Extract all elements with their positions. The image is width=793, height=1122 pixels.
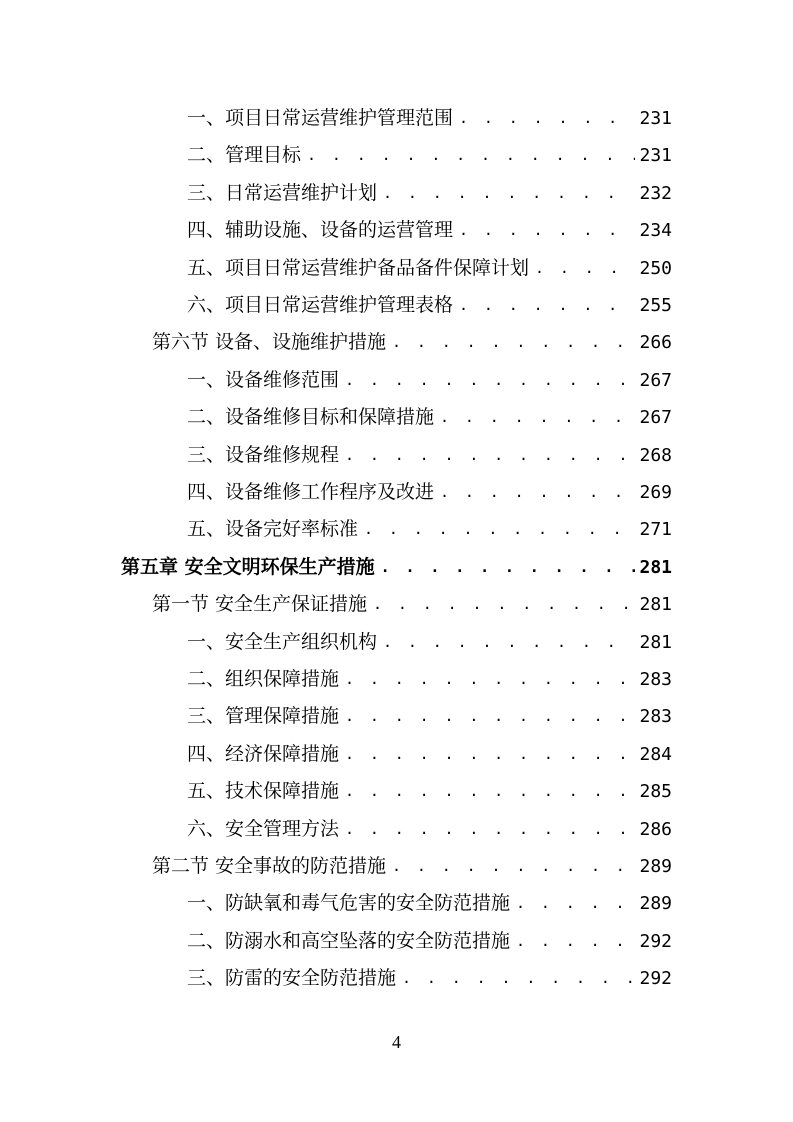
toc-entry-page-number: 269	[639, 482, 672, 503]
toc-entry-title: 一、防缺氧和毒气危害的安全防范措施	[187, 892, 511, 915]
toc-entry[interactable]	[187, 698, 672, 735]
toc-entry[interactable]	[187, 885, 672, 922]
toc-entry-page-number: 289	[639, 856, 672, 877]
dot-leader	[440, 399, 635, 436]
toc-entry-title: 二、组织保障措施	[187, 668, 340, 690]
toc-entry-title: 第一节 安全生产保证措施	[152, 593, 368, 616]
toc-entry-title: 三、设备维修规程	[187, 443, 340, 466]
toc-entry[interactable]	[187, 736, 672, 773]
toc-entry-page-number: 232	[639, 182, 672, 204]
toc-entry-page-number: 286	[639, 818, 672, 840]
toc-entry[interactable]	[187, 175, 672, 212]
toc-entry[interactable]	[187, 137, 672, 174]
dot-leader	[345, 362, 635, 399]
dot-leader	[345, 661, 635, 698]
toc-entry-page-number: 292	[639, 968, 672, 990]
dot-leader	[459, 212, 635, 249]
toc-entry-page-number: 281	[639, 594, 672, 616]
toc-entry-title: 三、日常运营维护计划	[187, 181, 378, 204]
toc-entry-title: 六、项目日常运营维护管理表格	[187, 294, 454, 316]
toc-entry-title: 六、安全管理方法	[187, 817, 340, 840]
toc-entry-page-number: 281	[639, 631, 672, 653]
toc-entry-title: 二、设备维修目标和保障措施	[187, 406, 435, 429]
toc-entry[interactable]	[187, 811, 672, 848]
toc-entry-page-number: 234	[639, 220, 672, 242]
toc-entry[interactable]	[152, 586, 672, 623]
toc-entry-title: 三、管理保障措施	[187, 705, 340, 728]
dot-leader	[345, 773, 635, 810]
toc-entry-title: 四、辅助设施、设备的运营管理	[187, 219, 454, 242]
toc-entry-title: 二、管理目标	[187, 144, 302, 167]
toc-entry[interactable]	[152, 848, 672, 885]
toc-entry[interactable]	[187, 212, 672, 249]
toc-entry-title: 五、技术保障措施	[187, 780, 340, 803]
dot-leader	[345, 698, 635, 735]
toc-entry-title: 第五章 安全文明环保生产措施	[121, 555, 375, 578]
toc-entry-page-number: 267	[639, 369, 672, 391]
toc-entry-page-number: 268	[639, 444, 672, 466]
dot-leader	[459, 287, 635, 324]
toc-entry-page-number: 281	[639, 556, 672, 578]
toc-entry-title: 第二节 安全事故的防范措施	[152, 855, 387, 877]
toc-entry-title: 四、经济保障措施	[187, 742, 340, 765]
toc-entry-title: 四、设备维修工作程序及改进	[187, 481, 435, 503]
dot-leader	[383, 624, 635, 661]
toc-entry-page-number: 266	[639, 332, 672, 354]
dot-leader	[392, 324, 635, 361]
toc-entry[interactable]	[187, 624, 672, 661]
page-number-footer: 4	[392, 1032, 401, 1052]
toc-entry-title: 五、设备完好率标准	[187, 518, 359, 541]
toc-entry-title: 一、安全生产组织机构	[187, 630, 378, 653]
toc-entry-page-number: 271	[639, 519, 672, 541]
dot-leader	[516, 885, 635, 922]
dot-leader	[383, 175, 635, 212]
toc-entry[interactable]	[187, 474, 672, 511]
toc-entry-page-number: 231	[639, 108, 672, 129]
dot-leader	[516, 923, 635, 960]
dot-leader	[307, 137, 635, 174]
toc-entry-page-number: 267	[639, 407, 672, 429]
toc-entry-page-number: 289	[639, 893, 672, 915]
toc-entry-title: 一、设备维修范围	[187, 368, 340, 391]
toc-entry[interactable]	[187, 661, 672, 698]
toc-entry-title: 三、防雷的安全防范措施	[187, 967, 397, 990]
toc-entry-title: 一、项目日常运营维护管理范围	[187, 107, 454, 129]
dot-leader	[440, 474, 635, 511]
toc-entry[interactable]	[187, 511, 672, 548]
dot-leader	[392, 848, 635, 885]
toc-entry-page-number: 250	[639, 257, 672, 279]
dot-leader	[381, 549, 636, 586]
dot-leader	[345, 811, 635, 848]
toc-entry-page-number: 255	[639, 295, 672, 316]
toc-entry-page-number: 231	[639, 145, 672, 167]
toc-entry[interactable]	[187, 287, 672, 324]
dot-leader	[459, 100, 635, 137]
toc-entry[interactable]	[121, 549, 672, 586]
toc-entry[interactable]	[187, 437, 672, 474]
dot-leader	[535, 250, 635, 287]
toc-entry-page-number: 285	[639, 781, 672, 803]
toc-entry-page-number: 284	[639, 743, 672, 765]
toc-entry-page-number: 283	[639, 706, 672, 728]
toc-entry-page-number: 283	[639, 669, 672, 690]
dot-leader	[402, 960, 635, 997]
toc-entry-title: 第六节 设备、设施维护措施	[152, 331, 387, 354]
toc-entry[interactable]	[187, 773, 672, 810]
toc-entry[interactable]	[187, 362, 672, 399]
toc-entry[interactable]	[187, 250, 672, 287]
toc-entry[interactable]	[152, 324, 672, 361]
toc-entry-page-number: 292	[639, 930, 672, 952]
dot-leader	[364, 511, 635, 548]
toc-entry-title: 五、项目日常运营维护备品备件保障计划	[187, 256, 530, 279]
toc-entry[interactable]	[187, 399, 672, 436]
toc-entry[interactable]	[187, 923, 672, 960]
dot-leader	[373, 586, 635, 623]
toc-entry[interactable]	[187, 960, 672, 997]
toc-entry-title: 二、防溺水和高空坠落的安全防范措施	[187, 929, 511, 952]
dot-leader	[345, 437, 635, 474]
dot-leader	[345, 736, 635, 773]
toc-entry[interactable]	[187, 100, 672, 137]
